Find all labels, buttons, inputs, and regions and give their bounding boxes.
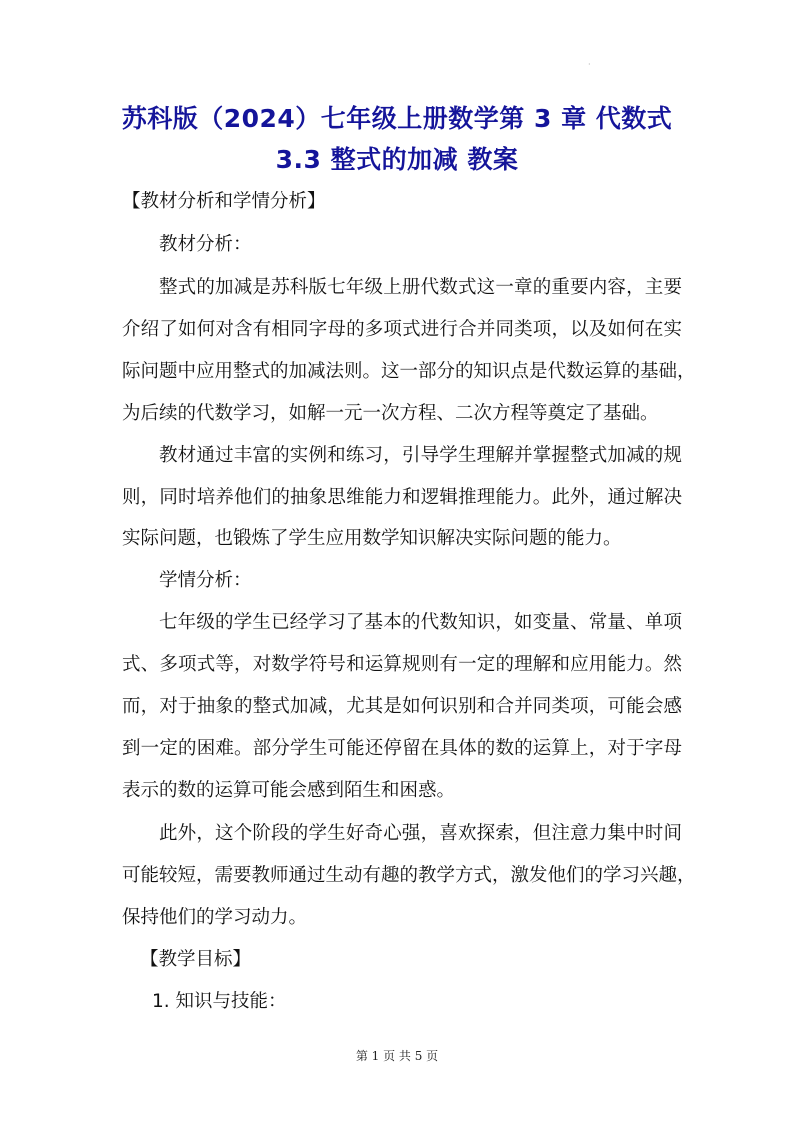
paragraph-line: 表示的数的运算可能会感到陌生和困惑。: [122, 780, 456, 801]
paragraph-line: 七年级的学生已经学习了基本的代数知识，如变量、常量、单项: [159, 612, 682, 633]
goals-item-knowledge: 1. 知识与技能：: [152, 991, 287, 1012]
document-title-line2: 3.3 整式的加减 教案: [275, 145, 519, 174]
paragraph-line: 则，同时培养他们的抽象思维能力和逻辑推理能力。此外，通过解决: [122, 487, 682, 508]
paragraph-line: 到一定的困难。部分学生可能还停留在具体的数的运算上，对于字母: [122, 738, 682, 759]
textbook-analysis-label: 教材分析：: [159, 234, 252, 255]
analysis-heading: 【教材分析和学情分析】: [122, 191, 326, 212]
paragraph-line: 实际问题，也锻炼了学生应用数学知识解决实际问题的能力。: [122, 528, 622, 549]
paragraph-line: 而，对于抽象的整式加减，尤其是如何识别和合并同类项，可能会感: [122, 696, 682, 717]
paragraph-line: 介绍了如何对含有相同字母的多项式进行合并同类项，以及如何在实: [122, 319, 682, 340]
paragraph-line: 式、多项式等，对数学符号和运算规则有一定的理解和应用能力。然: [122, 654, 682, 675]
paragraph-line: 此外，这个阶段的学生好奇心强，喜欢探索，但注意力集中时间: [159, 823, 682, 844]
corner-mark: ·: [588, 60, 591, 69]
paragraph-line: 为后续的代数学习，如解一元一次方程、二次方程等奠定了基础。: [122, 403, 659, 424]
paragraph-line: 际问题中应用整式的加减法则。这一部分的知识点是代数运算的基础，: [122, 361, 696, 382]
document-title-line1: 苏科版（2024）七年级上册数学第 3 章 代数式: [121, 104, 673, 133]
student-analysis-label: 学情分析：: [159, 570, 252, 591]
paragraph-line: 保持他们的学习动力。: [122, 907, 308, 928]
goals-heading: 【教学目标】: [140, 949, 252, 970]
paragraph-line: 可能较短，需要教师通过生动有趣的教学方式，激发他们的学习兴趣，: [122, 865, 696, 886]
paragraph-line: 整式的加减是苏科版七年级上册代数式这一章的重要内容，主要: [159, 277, 682, 298]
paragraph-line: 教材通过丰富的实例和练习，引导学生理解并掌握整式加减的规: [159, 445, 682, 466]
page-footer: 第 1 页 共 5 页: [355, 1049, 439, 1063]
